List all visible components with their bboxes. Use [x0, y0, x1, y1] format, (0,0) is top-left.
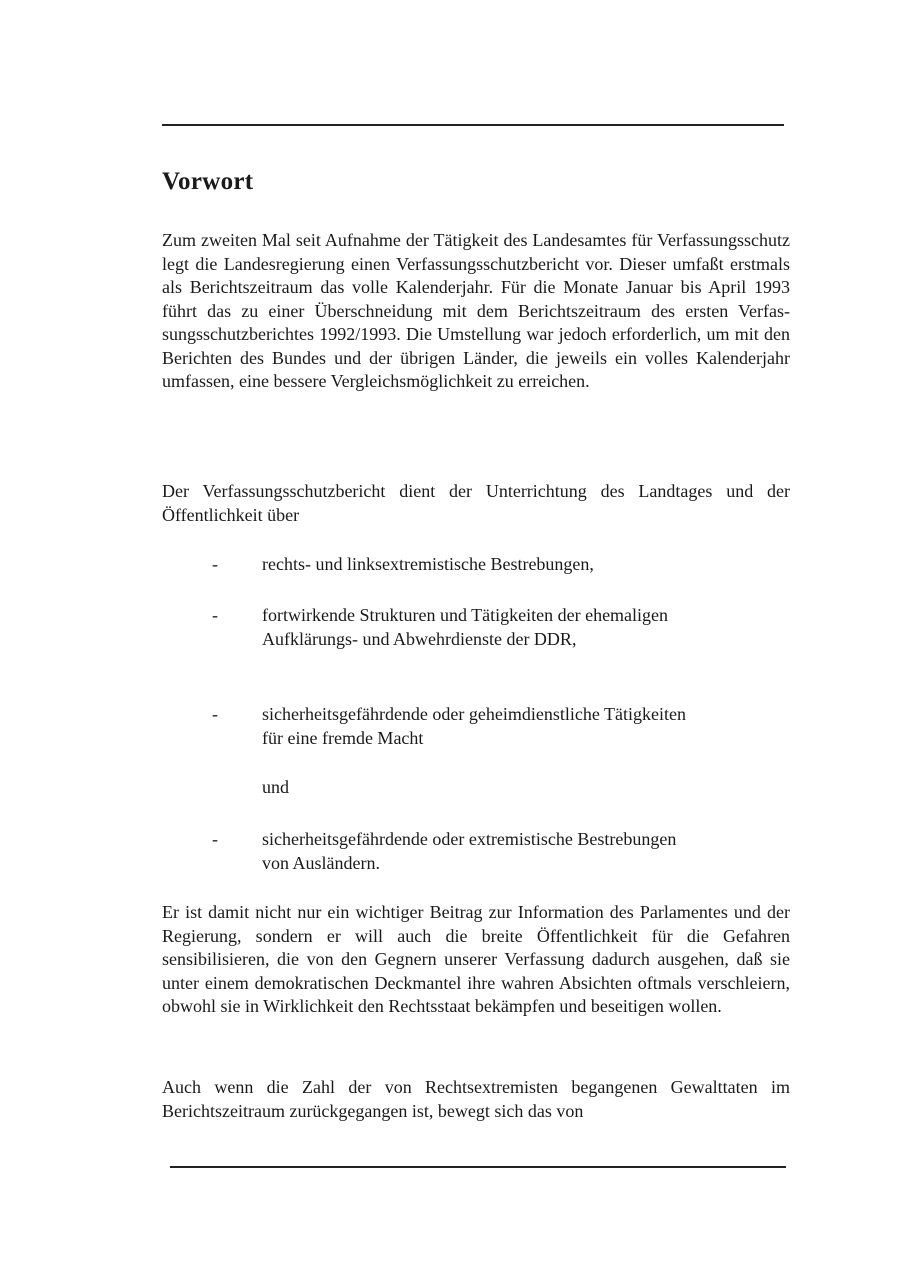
- paragraph-intro: Zum zweiten Mal seit Aufnahme der Tätigkeit des Landesamtes für Verfassungsschutz legt die Landesregierung einen Verfassungsschutzbericht vor. Dieser umfaßt erstmals als Berichtszeitraum das volle Kalenderjahr. Für die Monate Januar bis April 1993 führt das zu einer Überschneidung mit dem Berichtszeitraum des ersten Verfassungsschutzberichtes 1992/1993. Die Umstellung war jedoch erforderlich, um mit den Berichten des Bundes und der übrigen Länder, die jeweils ein volles Kalenderjahr umfassen, eine bessere Vergleichsmöglichkeit zu erreichen.: [162, 230, 790, 391]
- list-item-text: sicherheitsgefährdende oder geheimdienstliche Tätigkeiten für eine fremde Macht: [262, 704, 687, 748]
- list-dash: -: [212, 704, 218, 724]
- top-rule: [162, 124, 784, 126]
- page-title: Vorwort: [162, 168, 254, 195]
- paragraph-information: Er ist damit nicht nur ein wichtiger Beitrag zur Information des Parlamentes und der Regierung, sondern er will auch die breite Öffentlichkeit für die Gefahren sensibilisieren, die von den Gegnern unserer Verfassung dadurch ausgehen, daß sie unter einem demokratischen Deckmantel ihre wahren Absichten oftmals verschleiern, obwohl sie in Wirklichkeit den Rechtsstaat bekämpfen und beseitigen wollen.: [162, 902, 790, 1016]
- list-dash: -: [212, 829, 218, 849]
- paragraph-violence: Auch wenn die Zahl der von Rechtsextremisten begangenen Gewalttaten im Berichtszeitraum zurückgegangen ist, bewegt sich das von: [162, 1077, 790, 1121]
- list-item-text: rechts- und linksextremistische Bestrebungen,: [262, 554, 594, 574]
- list-dash: -: [212, 605, 218, 625]
- list-item-text: sicherheitsgefährdende oder extremistische Bestrebungen von Ausländern.: [262, 829, 677, 873]
- paragraph-purpose: Der Verfassungsschutzbericht dient der Unterrichtung des Landtages und der Öffentlichkeit über: [162, 481, 790, 525]
- list-conjunction: und: [262, 777, 289, 797]
- list-item-text: fortwirkende Strukturen und Tätigkeiten der ehemaligen Aufklärungs- und Abwehrdienste der DDR,: [262, 605, 669, 649]
- bottom-rule: [170, 1166, 786, 1168]
- list-dash: -: [212, 554, 218, 574]
